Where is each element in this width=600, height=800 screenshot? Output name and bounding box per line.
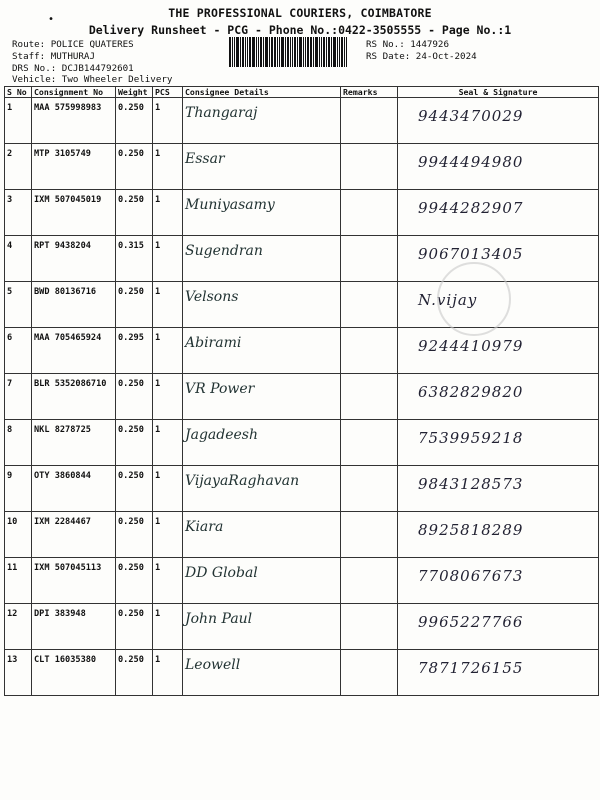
- pcs-cell: 1: [153, 512, 183, 558]
- consignment-cell: RPT 9438204: [32, 236, 116, 282]
- sno-cell: 4: [5, 236, 32, 282]
- barcode-bar: [258, 37, 259, 67]
- signature-cell: [398, 650, 599, 696]
- barcode-bar: [315, 37, 318, 67]
- barcode-bar: [274, 37, 276, 67]
- handwritten-signature: 7539959218: [418, 429, 524, 447]
- rs-number: RS No.: 1447926: [366, 39, 449, 50]
- handwritten-signature: 9944494980: [418, 153, 524, 171]
- handwritten-signature: 9067013405: [418, 245, 524, 263]
- sno-cell: 6: [5, 328, 32, 374]
- table-row: [5, 604, 599, 650]
- barcode-bar: [281, 37, 284, 67]
- col-remarks: Remarks: [341, 87, 398, 98]
- consignment-cell: IXM 507045113: [32, 558, 116, 604]
- barcode-bar: [297, 37, 298, 67]
- remarks-cell: [341, 144, 398, 190]
- handwritten-signature: 9965227766: [418, 613, 524, 631]
- barcode-bar: [290, 37, 291, 67]
- sno-cell: 3: [5, 190, 32, 236]
- barcode-bar: [236, 37, 239, 67]
- pcs-cell: 1: [153, 190, 183, 236]
- remarks-cell: [341, 282, 398, 328]
- remarks-cell: [341, 604, 398, 650]
- barcode-bar: [321, 37, 322, 67]
- weight-cell: 0.315: [116, 236, 153, 282]
- signature-cell: [398, 604, 599, 650]
- barcode-bar: [245, 37, 246, 67]
- table-row: [5, 190, 599, 236]
- barcode-bar: [331, 37, 332, 67]
- consignment-cell: IXM 2284467: [32, 512, 116, 558]
- table-row: [5, 512, 599, 558]
- table-row: [5, 650, 599, 696]
- pcs-cell: 1: [153, 650, 183, 696]
- sno-cell: 13: [5, 650, 32, 696]
- barcode-bar: [260, 37, 262, 67]
- scan-mark: •: [48, 14, 55, 25]
- consignee-cell: [183, 604, 341, 650]
- pcs-cell: 1: [153, 282, 183, 328]
- barcode-bar: [256, 37, 257, 67]
- barcode-bar: [303, 37, 304, 67]
- barcode-bar: [285, 37, 286, 67]
- handwritten-signature: 9843128573: [418, 475, 524, 493]
- pcs-cell: 1: [153, 604, 183, 650]
- col-weight: Weight: [116, 87, 153, 98]
- consignee-cell: [183, 512, 341, 558]
- sno-cell: 12: [5, 604, 32, 650]
- weight-cell: 0.250: [116, 374, 153, 420]
- consignment-cell: OTY 3860844: [32, 466, 116, 512]
- barcode-bar: [305, 37, 306, 67]
- company-title: THE PROFESSIONAL COURIERS, COIMBATORE: [168, 6, 432, 20]
- consignee-cell: [183, 98, 341, 144]
- remarks-cell: [341, 236, 398, 282]
- handwritten-signature: 9443470029: [418, 107, 524, 125]
- handwritten-signature: 7871726155: [418, 659, 524, 677]
- handwritten-consignee: Kiara: [185, 519, 224, 535]
- barcode-bar: [287, 37, 289, 67]
- signature-cell: [398, 420, 599, 466]
- seal-stamp: [437, 262, 511, 336]
- barcode-bar: [252, 37, 255, 67]
- barcode-bar: [232, 37, 233, 67]
- sno-cell: 8: [5, 420, 32, 466]
- barcode: [229, 37, 359, 67]
- consignment-cell: BLR 5352086710: [32, 374, 116, 420]
- handwritten-consignee: VijayaRaghavan: [185, 473, 300, 489]
- pcs-cell: 1: [153, 558, 183, 604]
- consignment-cell: NKL 8278725: [32, 420, 116, 466]
- remarks-cell: [341, 328, 398, 374]
- handwritten-consignee: John Paul: [185, 611, 253, 627]
- handwritten-signature: 6382829820: [418, 383, 524, 401]
- handwritten-consignee: VR Power: [185, 381, 255, 397]
- barcode-bar: [277, 37, 278, 67]
- barcode-bar: [307, 37, 309, 67]
- barcode-bar: [346, 37, 347, 67]
- pcs-cell: 1: [153, 420, 183, 466]
- barcode-bar: [339, 37, 340, 67]
- barcode-bar: [344, 37, 345, 67]
- signature-cell: [398, 374, 599, 420]
- consignee-cell: [183, 144, 341, 190]
- sno-cell: 10: [5, 512, 32, 558]
- barcode-bar: [229, 37, 231, 67]
- sno-cell: 5: [5, 282, 32, 328]
- runsheet-table: [4, 86, 599, 696]
- pcs-cell: 1: [153, 374, 183, 420]
- consignee-cell: [183, 558, 341, 604]
- consignee-cell: [183, 282, 341, 328]
- consignment-cell: MAA 705465924: [32, 328, 116, 374]
- barcode-bar: [247, 37, 248, 67]
- pcs-cell: 1: [153, 98, 183, 144]
- barcode-bar: [333, 37, 336, 67]
- barcode-bar: [279, 37, 280, 67]
- route-label: Route: POLICE QUATERES: [12, 39, 134, 50]
- barcode-bar: [269, 37, 270, 67]
- barcode-bar: [328, 37, 330, 67]
- weight-cell: 0.250: [116, 558, 153, 604]
- handwritten-consignee: Sugendran: [185, 243, 263, 259]
- barcode-bar: [326, 37, 327, 67]
- table-row: [5, 144, 599, 190]
- barcode-bar: [313, 37, 314, 67]
- sno-cell: 11: [5, 558, 32, 604]
- weight-cell: 0.250: [116, 420, 153, 466]
- barcode-bar: [337, 37, 338, 67]
- weight-cell: 0.250: [116, 512, 153, 558]
- handwritten-consignee: Leowell: [185, 657, 241, 673]
- col-sno: S No: [5, 87, 32, 98]
- consignment-cell: DPI 383948: [32, 604, 116, 650]
- remarks-cell: [341, 512, 398, 558]
- barcode-bar: [263, 37, 264, 67]
- col-pcs: PCS: [153, 87, 183, 98]
- weight-cell: 0.250: [116, 650, 153, 696]
- consignment-cell: IXM 507045019: [32, 190, 116, 236]
- consignment-cell: CLT 16035380: [32, 650, 116, 696]
- remarks-cell: [341, 420, 398, 466]
- signature-cell: [398, 558, 599, 604]
- pcs-cell: 1: [153, 236, 183, 282]
- table-row: [5, 558, 599, 604]
- consignee-cell: [183, 236, 341, 282]
- col-signature: Seal & Signature: [398, 87, 599, 98]
- handwritten-consignee: DD Global: [185, 565, 258, 581]
- weight-cell: 0.250: [116, 466, 153, 512]
- signature-cell: [398, 144, 599, 190]
- table-header-row: [5, 87, 599, 98]
- handwritten-consignee: Abirami: [185, 335, 242, 351]
- sno-cell: 2: [5, 144, 32, 190]
- barcode-bar: [271, 37, 273, 67]
- handwritten-consignee: Muniyasamy: [185, 197, 275, 213]
- signature-cell: [398, 98, 599, 144]
- handwritten-consignee: Thangaraj: [185, 105, 258, 121]
- barcode-bar: [319, 37, 320, 67]
- handwritten-signature: 9244410979: [418, 337, 524, 355]
- rs-date: RS Date: 24-Oct-2024: [366, 51, 477, 62]
- remarks-cell: [341, 374, 398, 420]
- signature-cell: [398, 328, 599, 374]
- consignee-cell: [183, 190, 341, 236]
- barcode-bar: [240, 37, 241, 67]
- vehicle-label: Vehicle: Two Wheeler Delivery: [12, 74, 173, 85]
- sno-cell: 7: [5, 374, 32, 420]
- handwritten-consignee: Jagadeesh: [185, 427, 259, 443]
- consignment-cell: BWD 80136716: [32, 282, 116, 328]
- remarks-cell: [341, 558, 398, 604]
- consignee-cell: [183, 650, 341, 696]
- barcode-bar: [249, 37, 251, 67]
- pcs-cell: 1: [153, 328, 183, 374]
- barcode-bar: [341, 37, 343, 67]
- staff-label: Staff: MUTHURAJ: [12, 51, 95, 62]
- barcode-bar: [323, 37, 325, 67]
- remarks-cell: [341, 650, 398, 696]
- remarks-cell: [341, 190, 398, 236]
- handwritten-signature: 7708067673: [418, 567, 524, 585]
- weight-cell: 0.250: [116, 144, 153, 190]
- signature-cell: [398, 190, 599, 236]
- table-row: [5, 236, 599, 282]
- sno-cell: 9: [5, 466, 32, 512]
- col-consignment: Consignment No: [32, 87, 116, 98]
- barcode-bar: [242, 37, 244, 67]
- table-row: [5, 374, 599, 420]
- consignee-cell: [183, 420, 341, 466]
- pcs-cell: 1: [153, 466, 183, 512]
- barcode-bar: [310, 37, 312, 67]
- handwritten-signature: N.vijay: [418, 291, 478, 309]
- consignee-cell: [183, 328, 341, 374]
- barcode-bar: [265, 37, 268, 67]
- table-row: [5, 420, 599, 466]
- table-row: [5, 98, 599, 144]
- handwritten-signature: 8925818289: [418, 521, 524, 539]
- barcode-bar: [292, 37, 293, 67]
- weight-cell: 0.250: [116, 604, 153, 650]
- remarks-cell: [341, 98, 398, 144]
- signature-cell: [398, 466, 599, 512]
- weight-cell: 0.250: [116, 190, 153, 236]
- runsheet-subtitle: Delivery Runsheet - PCG - Phone No.:0422-3505555 - Page No.:1: [88, 23, 512, 37]
- barcode-bar: [294, 37, 296, 67]
- barcode-bar: [299, 37, 302, 67]
- pcs-cell: 1: [153, 144, 183, 190]
- handwritten-consignee: Velsons: [185, 289, 239, 305]
- drs-number: DRS No.: DCJB144792601: [12, 63, 134, 74]
- remarks-cell: [341, 466, 398, 512]
- consignment-cell: MTP 3105749: [32, 144, 116, 190]
- sno-cell: 1: [5, 98, 32, 144]
- table-row: [5, 328, 599, 374]
- consignment-cell: MAA 575998983: [32, 98, 116, 144]
- handwritten-consignee: Essar: [185, 151, 225, 167]
- weight-cell: 0.295: [116, 328, 153, 374]
- table-row: [5, 466, 599, 512]
- barcode-bar: [234, 37, 235, 67]
- consignee-cell: [183, 466, 341, 512]
- consignee-cell: [183, 374, 341, 420]
- col-consignee: Consignee Details: [183, 87, 341, 98]
- signature-cell: [398, 512, 599, 558]
- weight-cell: 0.250: [116, 98, 153, 144]
- handwritten-signature: 9944282907: [418, 199, 524, 217]
- weight-cell: 0.250: [116, 282, 153, 328]
